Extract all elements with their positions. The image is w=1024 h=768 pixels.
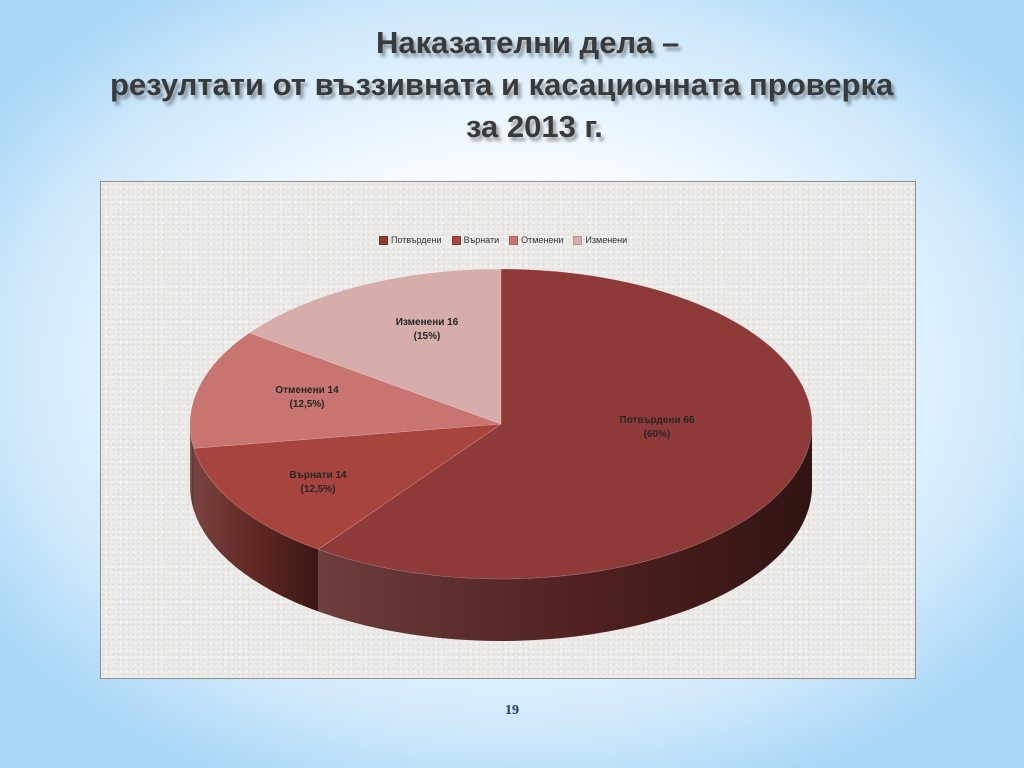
- legend-label: Отменени: [521, 235, 564, 245]
- pie-chart: [101, 182, 915, 678]
- data-label-potvardeni: [620, 414, 695, 442]
- data-label-otmeneni: [275, 384, 338, 412]
- data-label-text: Отменени 14: [275, 385, 339, 396]
- chart-panel: [100, 181, 916, 679]
- data-label-percent: (12,5%): [289, 399, 325, 410]
- legend-swatch: [573, 236, 582, 245]
- data-label-text: Потвърдени 66: [619, 415, 695, 426]
- chart-legend: [379, 233, 627, 247]
- legend-item-izmeneni: [573, 235, 627, 245]
- title-line-3: за 2013 г.: [466, 109, 603, 144]
- legend-label: Потвърдени: [391, 235, 442, 245]
- data-label-text: Върнати 14: [289, 470, 347, 481]
- legend-swatch: [379, 236, 388, 245]
- title-line-2: резултати от въззивната и касационната проверка: [110, 67, 894, 102]
- legend-item-varnati: [452, 235, 500, 245]
- legend-swatch: [509, 236, 518, 245]
- legend-label: Върнати: [463, 235, 500, 245]
- data-label-percent: (15%): [413, 331, 441, 342]
- legend-item-otmeneni: [509, 235, 563, 245]
- legend-item-potvardeni: [379, 235, 442, 245]
- legend-label: Изменени: [585, 235, 628, 245]
- data-label-izmeneni: [396, 316, 459, 344]
- data-label-percent: (60%): [643, 429, 671, 440]
- data-label-varnati: [289, 469, 346, 497]
- data-label-text: Изменени 16: [395, 317, 459, 328]
- slide-title: [0, 22, 1024, 148]
- legend-swatch: [452, 236, 461, 245]
- data-label-percent: (12,5%): [300, 484, 336, 495]
- page-number: 19: [505, 703, 519, 718]
- title-line-1: Наказателни дела –: [376, 25, 680, 60]
